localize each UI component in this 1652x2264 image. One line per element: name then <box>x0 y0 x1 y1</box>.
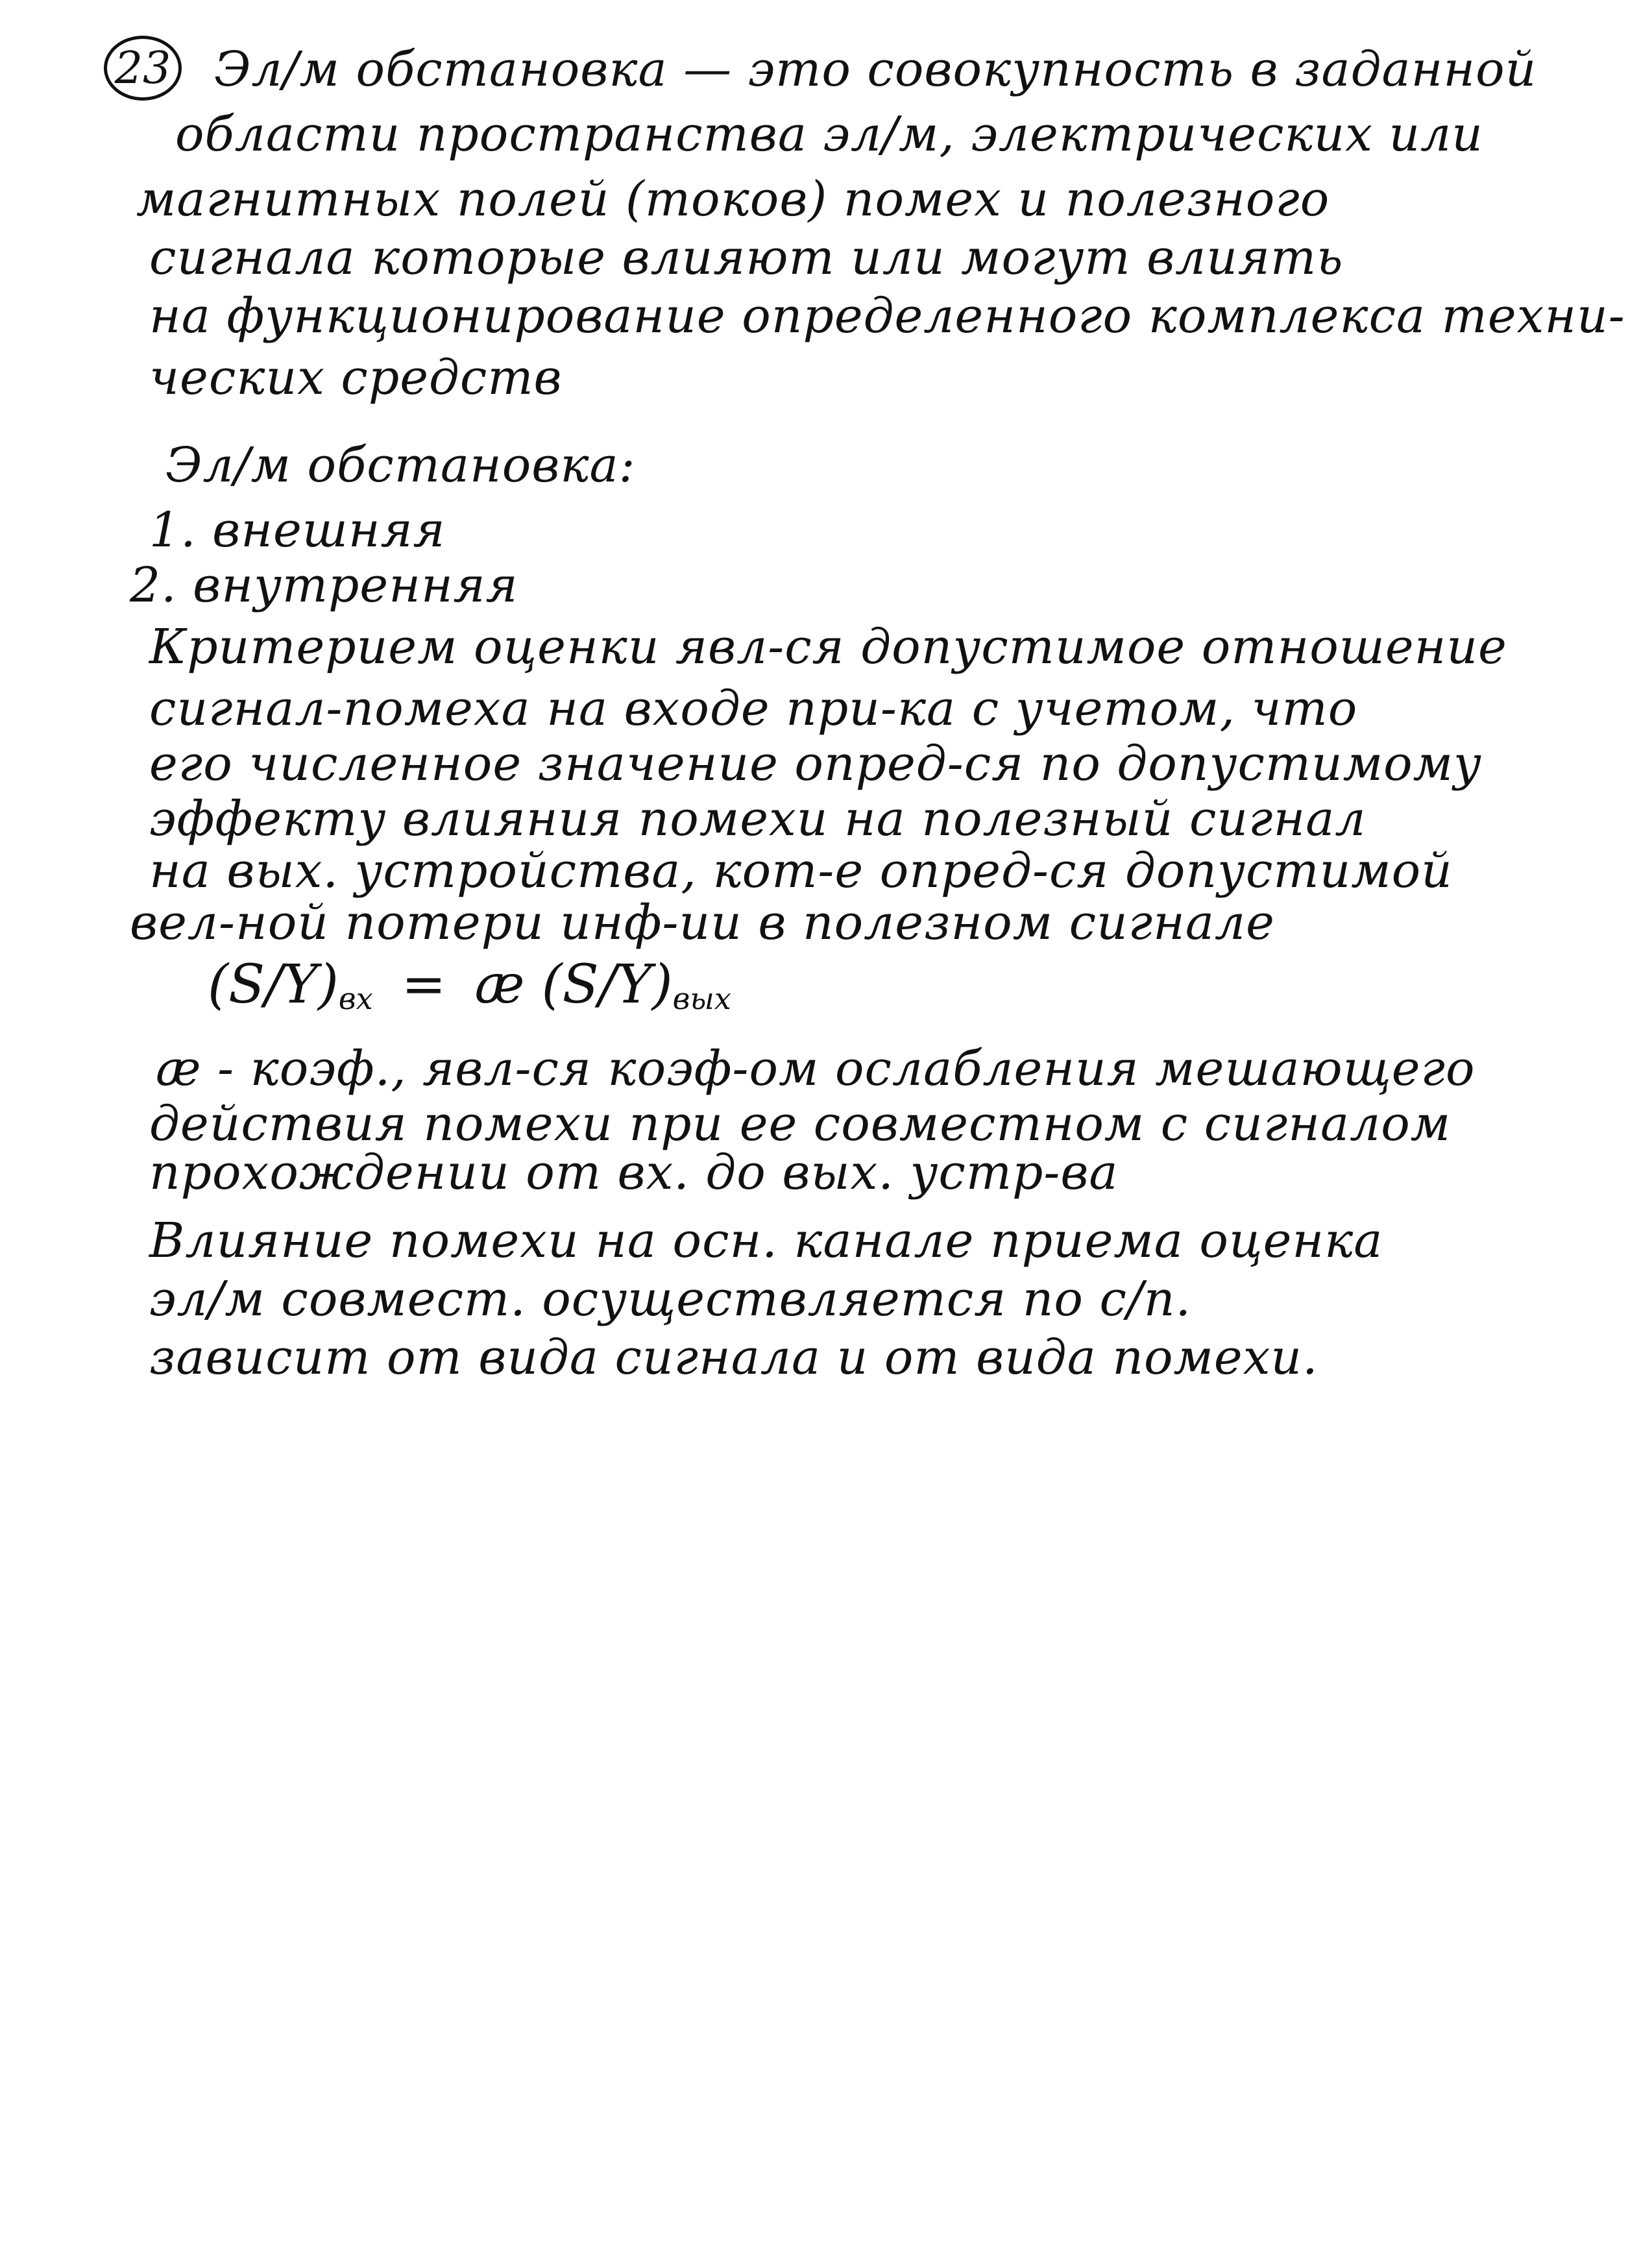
definition-line-3: магнитных полей (токов) помех и полезного <box>136 171 1330 227</box>
criterion-line-4: эффекту влияния помехи на полезный сигнал <box>149 791 1367 847</box>
formula-coefficient: æ <box>474 954 525 1016</box>
criterion-line-6: вел-ной потери инф-ии в полезном сигнале <box>130 895 1275 951</box>
snr-formula <box>208 954 731 1016</box>
definition-line-5: на функционирование определенного комплекса техни- <box>149 288 1625 344</box>
formula-left-subscript: вх <box>338 981 373 1016</box>
criterion-line-3: его численное значение опред-ся по допустимому <box>149 736 1482 792</box>
question-number: 23 <box>104 36 182 101</box>
definition-line-6: ческих средств <box>149 350 563 406</box>
coef-line-2: действия помехи при ее совместном с сигналом <box>149 1096 1452 1152</box>
criterion-line-5: на вых. устройства, кот-е опред-ся допустимой <box>149 843 1453 899</box>
definition-line-4: сигнала которые влияют или могут влиять <box>149 230 1344 286</box>
criterion-line-2: сигнал-помеха на входе при-ка с учетом, что <box>149 681 1358 736</box>
definition-line-2: области пространства эл/м, электрических или <box>175 106 1483 162</box>
definition-line-1: Эл/м обстановка — это совокупность в заданной <box>214 42 1537 97</box>
formula-relation: = <box>401 954 446 1016</box>
conclusion-line-1: Влияние помехи на осн. канале приема оценка <box>149 1213 1383 1269</box>
formula-left: (S/Y) <box>208 954 339 1016</box>
formula-right-subscript: вых <box>672 981 731 1016</box>
criterion-line-1: Критерием оценки явл-ся допустимое отношение <box>149 619 1507 675</box>
formula-right: (S/Y) <box>541 954 673 1016</box>
conclusion-line-2: эл/м совмест. осуществляется по с/п. <box>149 1271 1192 1327</box>
type-item-2: 2. внутренняя <box>130 557 518 613</box>
conclusion-line-3: зависит от вида сигнала и от вида помехи. <box>149 1330 1318 1385</box>
type-item-1: 1. внешняя <box>149 502 446 558</box>
types-heading: Эл/м обстановка: <box>165 437 636 493</box>
coef-line-3: прохождении от вх. до вых. устр-ва <box>149 1145 1119 1200</box>
coef-line-1: æ - коэф., явл-ся коэф-ом ослабления мешающего <box>156 1041 1476 1097</box>
